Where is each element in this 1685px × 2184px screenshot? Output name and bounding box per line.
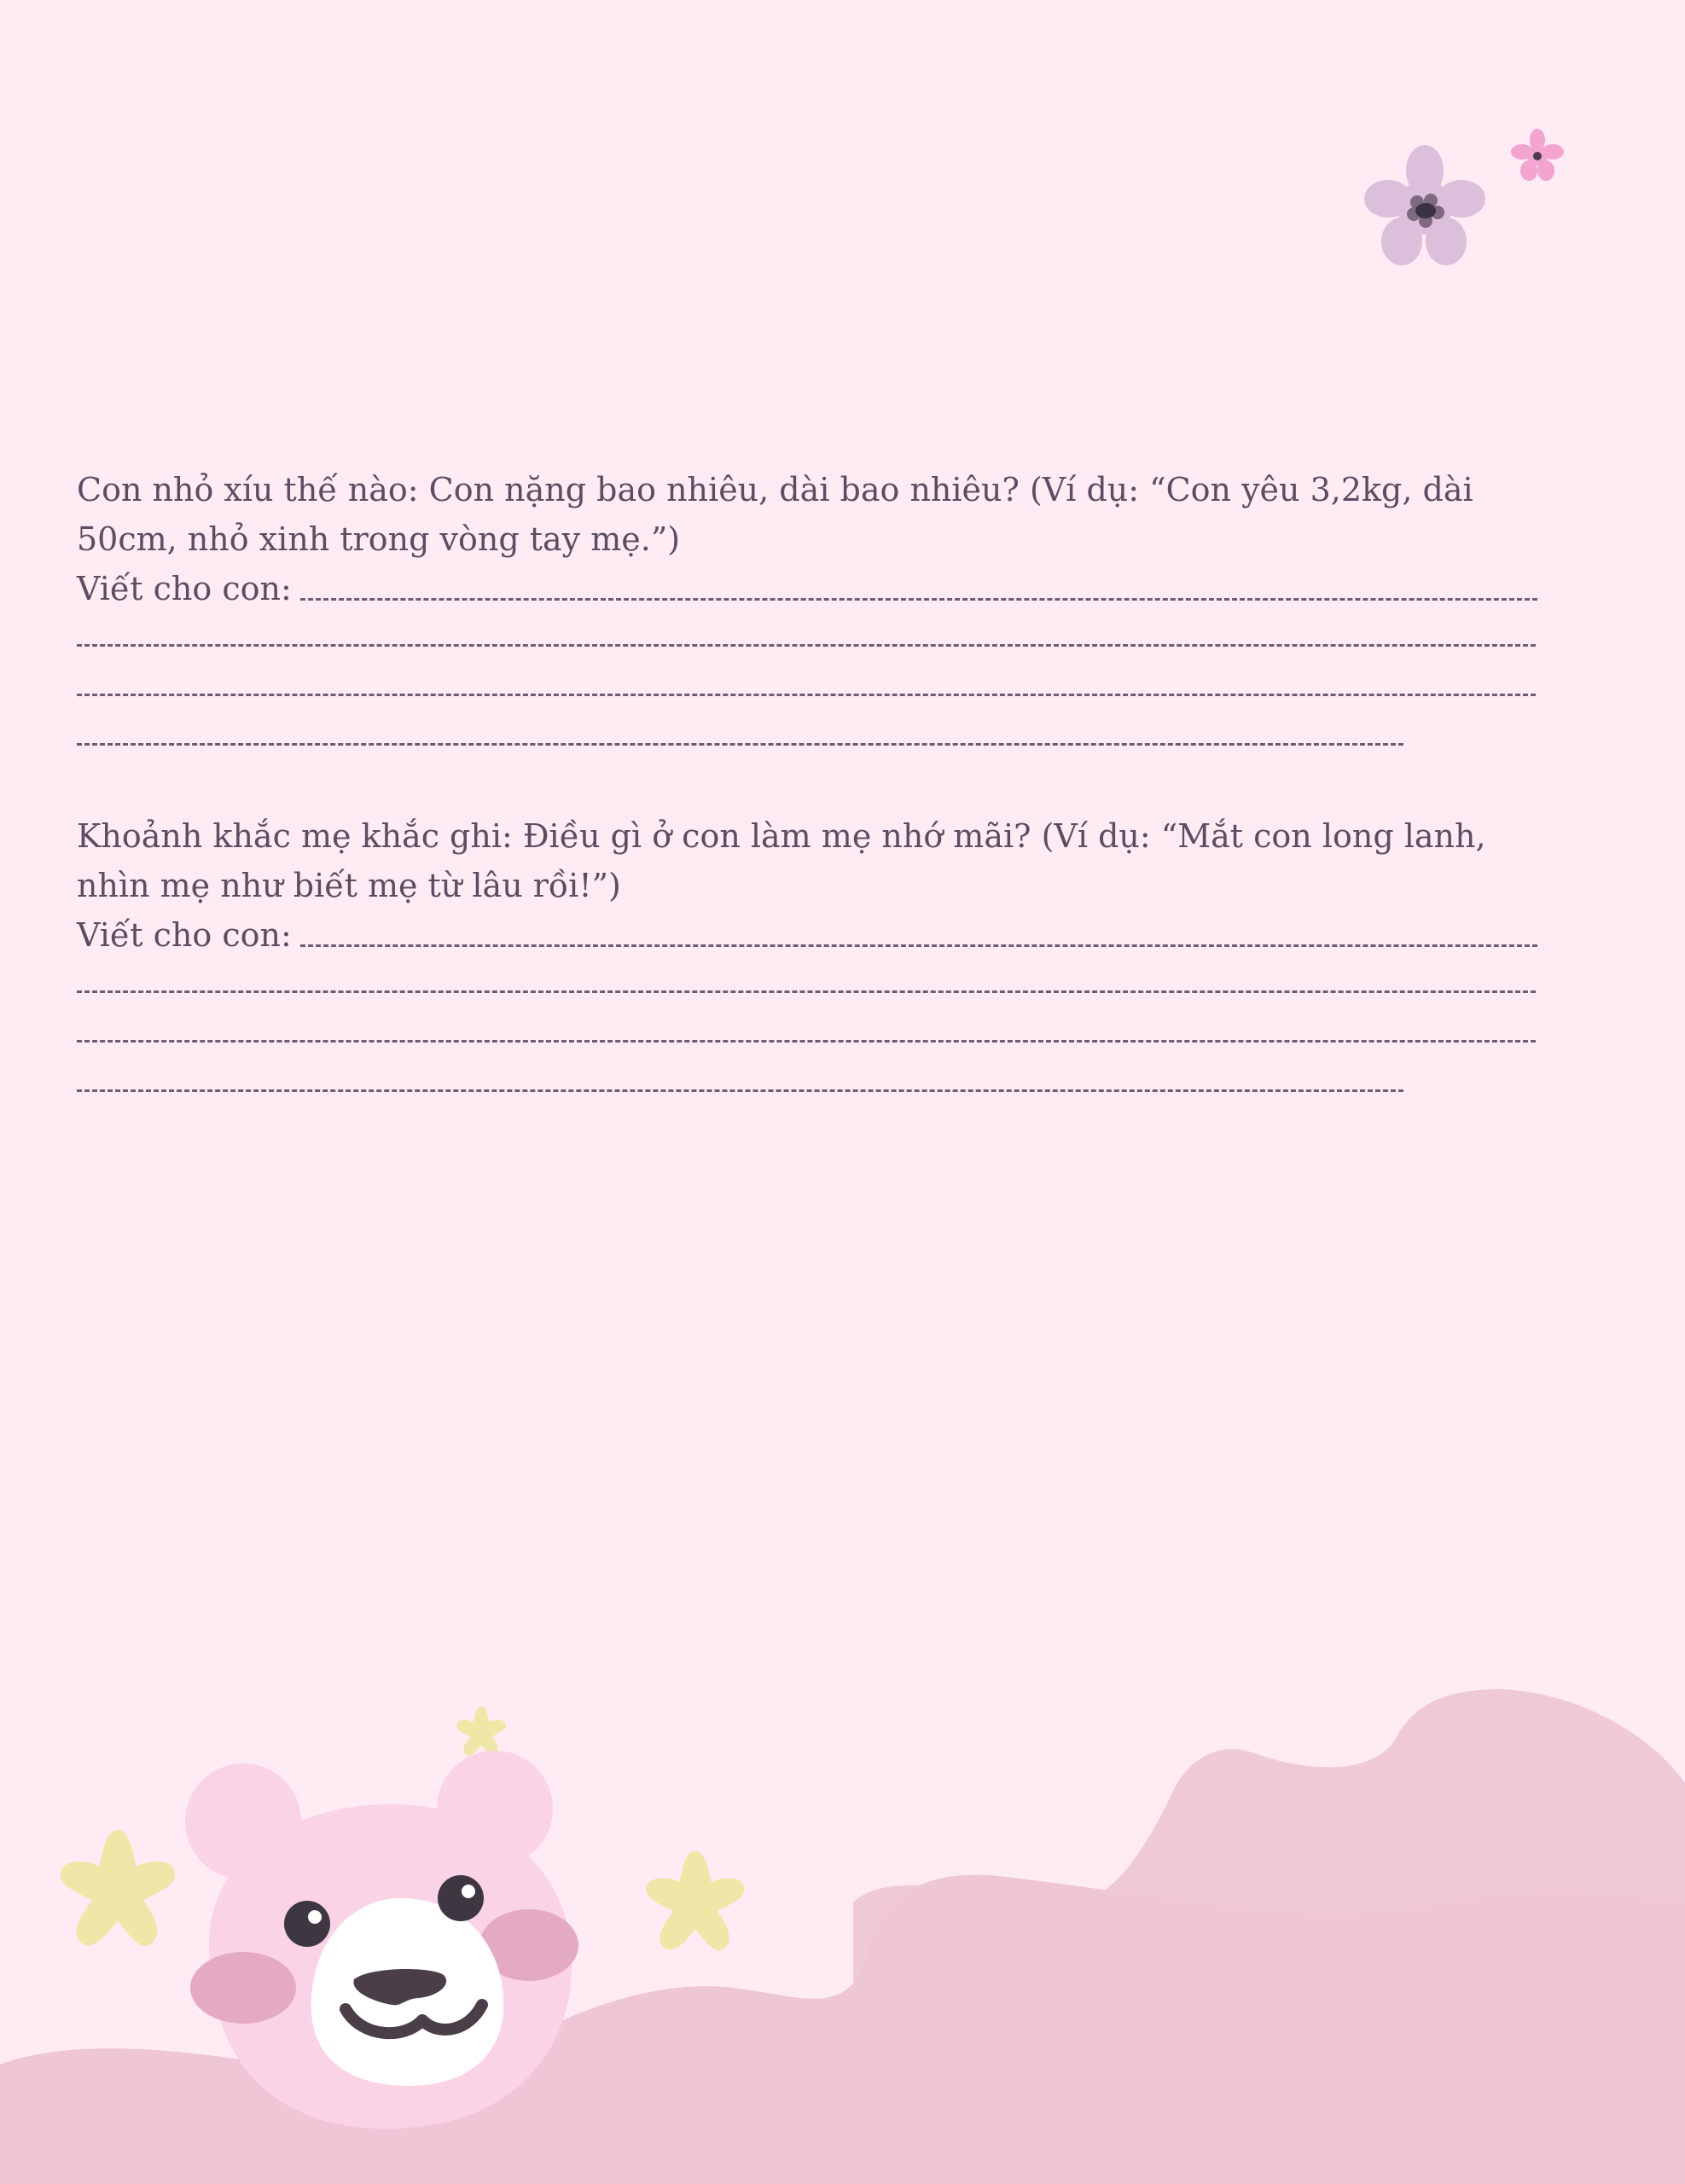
writing-line[interactable] bbox=[77, 1059, 1403, 1108]
large-flower-icon bbox=[1361, 141, 1489, 282]
question-text: Con nhỏ xíu thế nào: Con nặng bao nhiêu, dài bao nhiêu? (Ví dụ: “Con yêu 3,2kg, dài 50cm, nhỏ xinh trong vòng tay mẹ.”) bbox=[77, 471, 1473, 558]
writing-line[interactable] bbox=[77, 1009, 1536, 1059]
star-icon bbox=[58, 1826, 177, 1949]
writing-line[interactable] bbox=[300, 910, 1537, 960]
question-block-2 bbox=[77, 811, 1536, 1108]
write-line-first bbox=[77, 910, 1536, 960]
form-content bbox=[77, 465, 1536, 1158]
writing-line[interactable] bbox=[77, 663, 1536, 712]
write-label: Viết cho con: bbox=[77, 916, 292, 954]
write-line-first bbox=[77, 564, 1536, 613]
small-flower-icon bbox=[1510, 128, 1566, 183]
writing-line[interactable] bbox=[77, 613, 1536, 663]
writing-line[interactable] bbox=[300, 564, 1537, 613]
writing-line[interactable] bbox=[77, 960, 1536, 1009]
writing-line[interactable] bbox=[77, 712, 1403, 762]
question-block-1 bbox=[77, 465, 1536, 762]
write-label: Viết cho con: bbox=[77, 570, 292, 607]
question-text: Khoảnh khắc mẹ khắc ghi: Điều gì ở con làm mẹ nhớ mãi? (Ví dụ: “Mắt con long lanh, nhìn mẹ như biết mẹ từ lâu rồi!”) bbox=[77, 817, 1486, 904]
star-icon bbox=[644, 1847, 747, 1954]
bear-icon bbox=[175, 1749, 601, 2133]
